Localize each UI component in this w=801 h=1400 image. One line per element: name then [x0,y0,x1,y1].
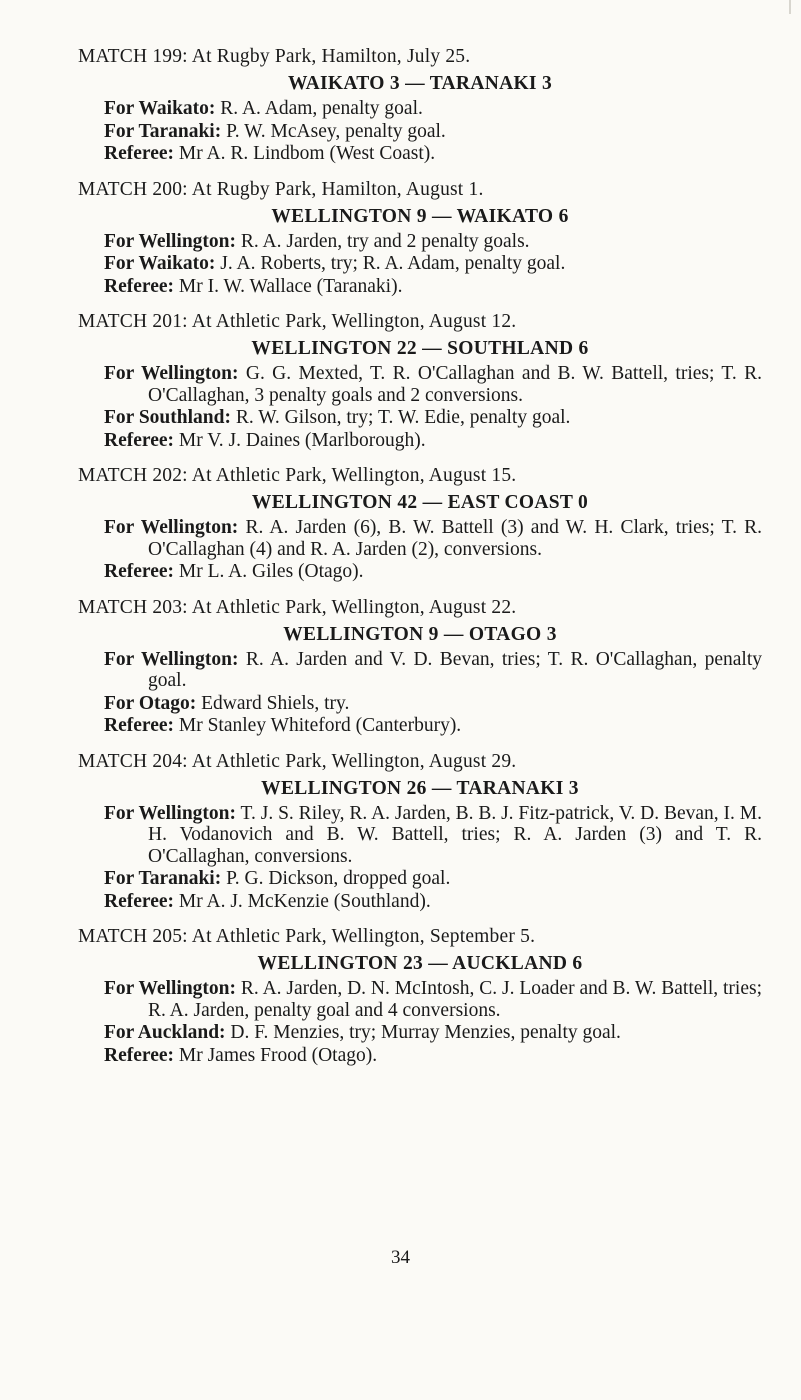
referee-line [78,891,762,913]
scorers-line [78,649,762,692]
referee-line [78,561,762,583]
match-score: WELLINGTON 23 — AUCKLAND 6 [257,953,583,974]
team-label: For Taranaki: [104,120,222,142]
scorers-line [78,407,762,429]
match-score: WELLINGTON 26 — TARANAKI 3 [261,777,579,799]
team-label: For Southland: [104,407,231,428]
match-block [78,924,762,1066]
match-block [78,749,762,913]
scorers-text: R. A. Jarden, try and 2 penalty goals. [236,230,530,252]
scorers-line [78,231,762,253]
match-header: MATCH 205: At Athletic Park, Wellington, September 5. [78,926,536,947]
match-block [78,177,762,298]
team-label: For Waikato: [104,98,216,119]
match-block [78,595,762,737]
referee-label: Referee: [104,143,174,164]
scorers-text: G. G. Mexted, T. R. O'Callaghan and B. W. Battell, tries; T. R. O'Callaghan, 3 penalty goals and 2 conversions. [148,363,763,406]
referee-label: Referee: [104,561,174,582]
scorers-line [78,253,762,275]
match-block [78,309,762,451]
team-label: For Otago: [104,692,197,714]
scorers-text: R. A. Adam, penalty goal. [215,98,423,119]
team-label: For Wellington: [104,517,239,538]
team-label: For Wellington: [104,978,237,999]
referee-label: Referee: [104,715,174,736]
referee-line [78,1045,762,1067]
scorers-line [78,517,762,560]
match-header: MATCH 201: At Athletic Park, Wellington, August 12. [78,311,517,332]
referee-text: Mr L. A. Giles (Otago). [174,561,364,582]
scorers-text: P. G. Dickson, dropped goal. [221,868,451,889]
referee-text: Mr James Frood (Otago). [174,1044,378,1066]
match-header: MATCH 202: At Athletic Park, Wellington, August 15. [78,465,517,486]
scorers-text: J. A. Roberts, try; R. A. Adam, penalty goal. [215,253,566,274]
referee-text: Mr A. R. Lindbom (West Coast). [174,143,436,164]
scorers-text: R. W. Gilson, try; T. W. Edie, penalty goal. [230,407,571,428]
scorers-line [78,121,762,143]
scorers-line [78,868,762,890]
scorers-text: T. J. S. Riley, R. A. Jarden, B. B. J. Fitz-patrick, V. D. Bevan, I. M. H. Vodanovich and B. W. Battell, tries; R. A. Jarden (3) and T. R. O'Callaghan, conversions. [148,802,762,867]
match-header: MATCH 204: At Athletic Park, Wellington, August 29. [78,750,517,772]
team-label: For Wellington: [104,648,239,670]
referee-line [78,143,762,165]
page-number: 34 [391,1247,410,1268]
scan-mark [789,0,791,14]
match-block [78,463,762,583]
match-results-page [78,44,762,1078]
scorers-line [78,98,762,120]
team-label: For Taranaki: [104,868,222,889]
match-score: WELLINGTON 22 — SOUTHLAND 6 [251,338,589,359]
referee-label: Referee: [104,1044,174,1066]
scorers-text: R. A. Jarden and V. D. Bevan, tries; T. R. O'Callaghan, penalty goal. [148,648,762,691]
match-score: WAIKATO 3 — TARANAKI 3 [287,73,553,94]
referee-text: Mr V. J. Daines (Marlborough). [174,429,426,451]
team-label: For Auckland: [104,1022,226,1043]
referee-text: Mr Stanley Whiteford (Canterbury). [174,715,462,736]
scorers-line [78,693,762,715]
scorers-text: P. W. McAsey, penalty goal. [221,120,446,142]
match-block [78,44,762,165]
referee-text: Mr A. J. McKenzie (Southland). [174,890,431,912]
scorers-line [78,978,762,1021]
scorers-text: Edward Shiels, try. [196,692,350,714]
scorers-line [78,363,762,406]
referee-label: Referee: [104,275,174,297]
match-header: MATCH 199: At Rugby Park, Hamilton, July 25. [78,46,471,67]
scorers-text: R. A. Jarden (6), B. W. Battell (3) and W. H. Clark, tries; T. R. O'Callaghan (4) and R. A. Jarden (2), conversions. [148,517,762,560]
referee-label: Referee: [104,429,174,451]
referee-text: Mr I. W. Wallace (Taranaki). [174,275,403,297]
team-label: For Wellington: [104,802,236,824]
match-header: MATCH 203: At Athletic Park, Wellington, August 22. [78,596,517,618]
match-header: MATCH 200: At Rugby Park, Hamilton, August 1. [78,178,484,200]
referee-line [78,715,762,737]
team-label: For Wellington: [104,363,239,384]
match-score: WELLINGTON 42 — EAST COAST 0 [251,492,589,513]
team-label: For Waikato: [104,253,216,274]
scorers-line [78,803,762,868]
referee-line [78,430,762,452]
scorers-text: R. A. Jarden, D. N. McIntosh, C. J. Loader and B. W. Battell, tries; R. A. Jarden, penalty goal and 4 conversions. [148,978,763,1021]
match-score: WELLINGTON 9 — WAIKATO 6 [271,205,569,227]
referee-line [78,276,762,298]
referee-label: Referee: [104,890,174,912]
scorers-line [78,1022,762,1044]
team-label: For Wellington: [104,230,236,252]
scorers-text: D. F. Menzies, try; Murray Menzies, penalty goal. [225,1022,621,1043]
match-score: WELLINGTON 9 — OTAGO 3 [283,623,557,645]
